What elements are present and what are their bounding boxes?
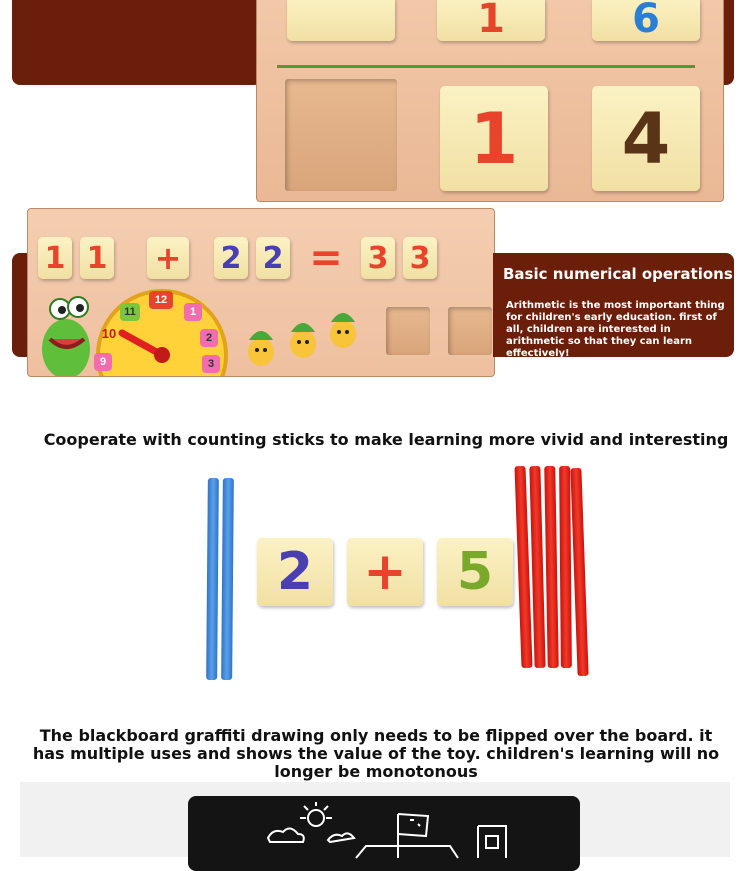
- sticks-tile-plus: +: [347, 538, 423, 606]
- clock-num-2: 2: [200, 329, 218, 347]
- empty-slot-2: [386, 307, 430, 355]
- blackboard: [188, 796, 580, 871]
- number-board-top: [256, 0, 724, 202]
- clock-face: [92, 285, 232, 377]
- operations-title: Basic numerical operations: [503, 265, 733, 283]
- equation-board: [27, 208, 495, 377]
- bottom-tile-1: 1: [440, 86, 548, 191]
- clock-num-1: 1: [184, 303, 202, 321]
- clock-num-3: 3: [202, 355, 220, 373]
- eq-tile-6: 3: [403, 237, 437, 279]
- top-left-banner: [12, 0, 262, 85]
- eq-tile-1: 1: [38, 237, 72, 279]
- clock-num-10: 10: [101, 326, 117, 341]
- operations-description: Arithmetic is the most important thing for children's early education. first of all, children are interested in arithmetic so that they can learn effectively!: [506, 300, 725, 359]
- sticks-tile-2: 2: [257, 538, 333, 606]
- bee-characters: [243, 304, 363, 374]
- top-tile-3: 6: [592, 0, 700, 41]
- chalk-drawing: [188, 796, 580, 861]
- blackboard-heading: The blackboard graffiti drawing only needs to be flipped over the board. it has multiple uses and shows the value of the toy. children's learning will no longer be monotonous: [32, 726, 720, 781]
- bottom-tile-2: 4: [592, 86, 700, 191]
- green-divider-line: [277, 65, 695, 68]
- red-stick-5: [570, 468, 588, 676]
- clock-num-9: 9: [94, 353, 112, 371]
- blackboard-photo-area: [20, 782, 730, 857]
- eq-tile-3: 2: [214, 237, 248, 279]
- counting-sticks-heading: Cooperate with counting sticks to make learning more vivid and interesting: [43, 430, 729, 449]
- counting-sticks-photo: [152, 460, 646, 725]
- eq-tile-4: 2: [256, 237, 290, 279]
- empty-slot-3: [448, 307, 492, 355]
- red-stick-3: [544, 466, 559, 668]
- eq-tile-2: 1: [80, 237, 114, 279]
- clock-num-12: 12: [149, 291, 173, 309]
- red-stick-4: [559, 466, 572, 668]
- eq-tile-5: 3: [361, 237, 395, 279]
- operations-info-box: [493, 253, 734, 357]
- blue-stick-2: [221, 478, 234, 680]
- red-stick-2: [529, 466, 545, 668]
- blue-stick-1: [206, 478, 219, 680]
- top-tile-1: [287, 0, 395, 41]
- eq-equals: =: [309, 235, 343, 281]
- clock-num-11: 11: [120, 303, 140, 321]
- top-tile-2: 1: [437, 0, 545, 41]
- empty-slot: [285, 79, 397, 191]
- sticks-tile-5: 5: [437, 538, 513, 606]
- eq-plus: +: [147, 237, 189, 279]
